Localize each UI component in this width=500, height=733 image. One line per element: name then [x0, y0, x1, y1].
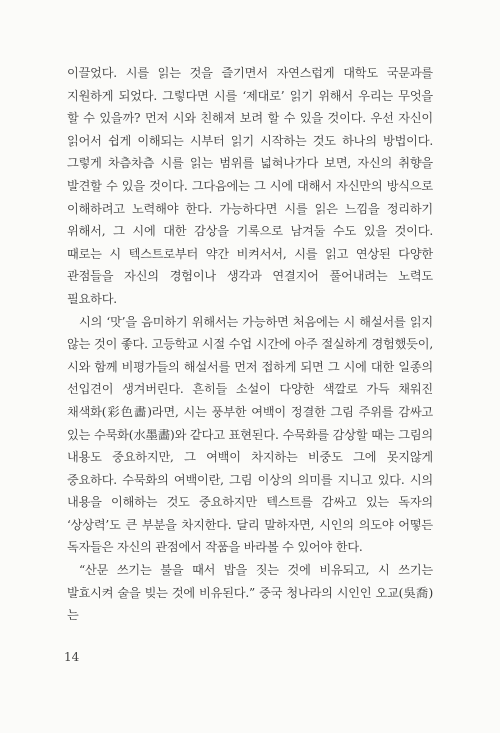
paragraph-3: “산문 쓰기는 불을 때서 밥을 짓는 것에 비유되고, 시 쓰기는 발효시켜 술을 빚는 것에 비유된다.” 중국 청나라의 시인인 오교(吳喬)는: [67, 563, 433, 623]
paragraph-1: 이끌었다. 시를 읽는 것을 즐기면서 자연스럽게 대학도 국문과를 지원하게 되었다. 그렇다면 시를 ‘제대로’ 읽기 위해서 우리는 무엇을 할 수 있을까? 먼저 시와 친해져 보려 할 수 있을 것이다. 우선 자신이 읽어서 쉽게 이해되는 시부터 읽기 시작하는 것도 하나의 방법이다. 그렇게 차츰차츰 시를 읽는 범위를 넓혀나가다 보면, 자신의 취향을 발견할 수 있을 것이다. 그다음에는 그 시에 대해서 자신만의 방식으로 이해하려고 노력해야 한다. 가능하다면 시를 읽은 느낌을 정리하기 위해서, 그 시에 대한 감상을 기록으로 남겨둘 수도 있을 것이다. 때로는 시 텍스트로부터 약간 비켜서서, 시를 읽고 연상된 다양한 관점들을 자신의 경험이나 생각과 연결지어 풀어내려는 노력도 필요하다.: [67, 66, 433, 306]
page-number: 14: [64, 650, 80, 664]
body-text: [67, 62, 433, 627]
paragraph-2: 시의 ‘맛’을 음미하기 위해서는 가능하면 처음에는 시 해설서를 읽지 않는 것이 좋다. 고등학교 시절 수업 시간에 아주 절실하게 경험했듯이, 시와 함께 비평가들의 해설서를 먼저 접하게 되면 그 시에 대한 일종의 선입견이 생겨버린다. 흔히들 소설이 다양한 색깔로 가득 채워진 채색화(彩色畵)라면, 시는 풍부한 여백이 정결한 그림 주위를 감싸고 있는 수묵화(水墨畵)와 같다고 표현된다. 수묵화를 감상할 때는 그림의 내용도 중요하지만, 그 여백이 차지하는 비중도 그에 못지않게 중요하다. 수묵화의 여백이란, 그림 이상의 의미를 지니고 있다. 시의 내용을 이해하는 것도 중요하지만 텍스트를 감싸고 있는 독자의 ‘상상력’도 큰 부분을 차지한다. 달리 말하자면, 시인의 의도야 어떻든 독자들은 자신의 관점에서 작품을 바라볼 수 있어야 한다.: [67, 314, 433, 555]
